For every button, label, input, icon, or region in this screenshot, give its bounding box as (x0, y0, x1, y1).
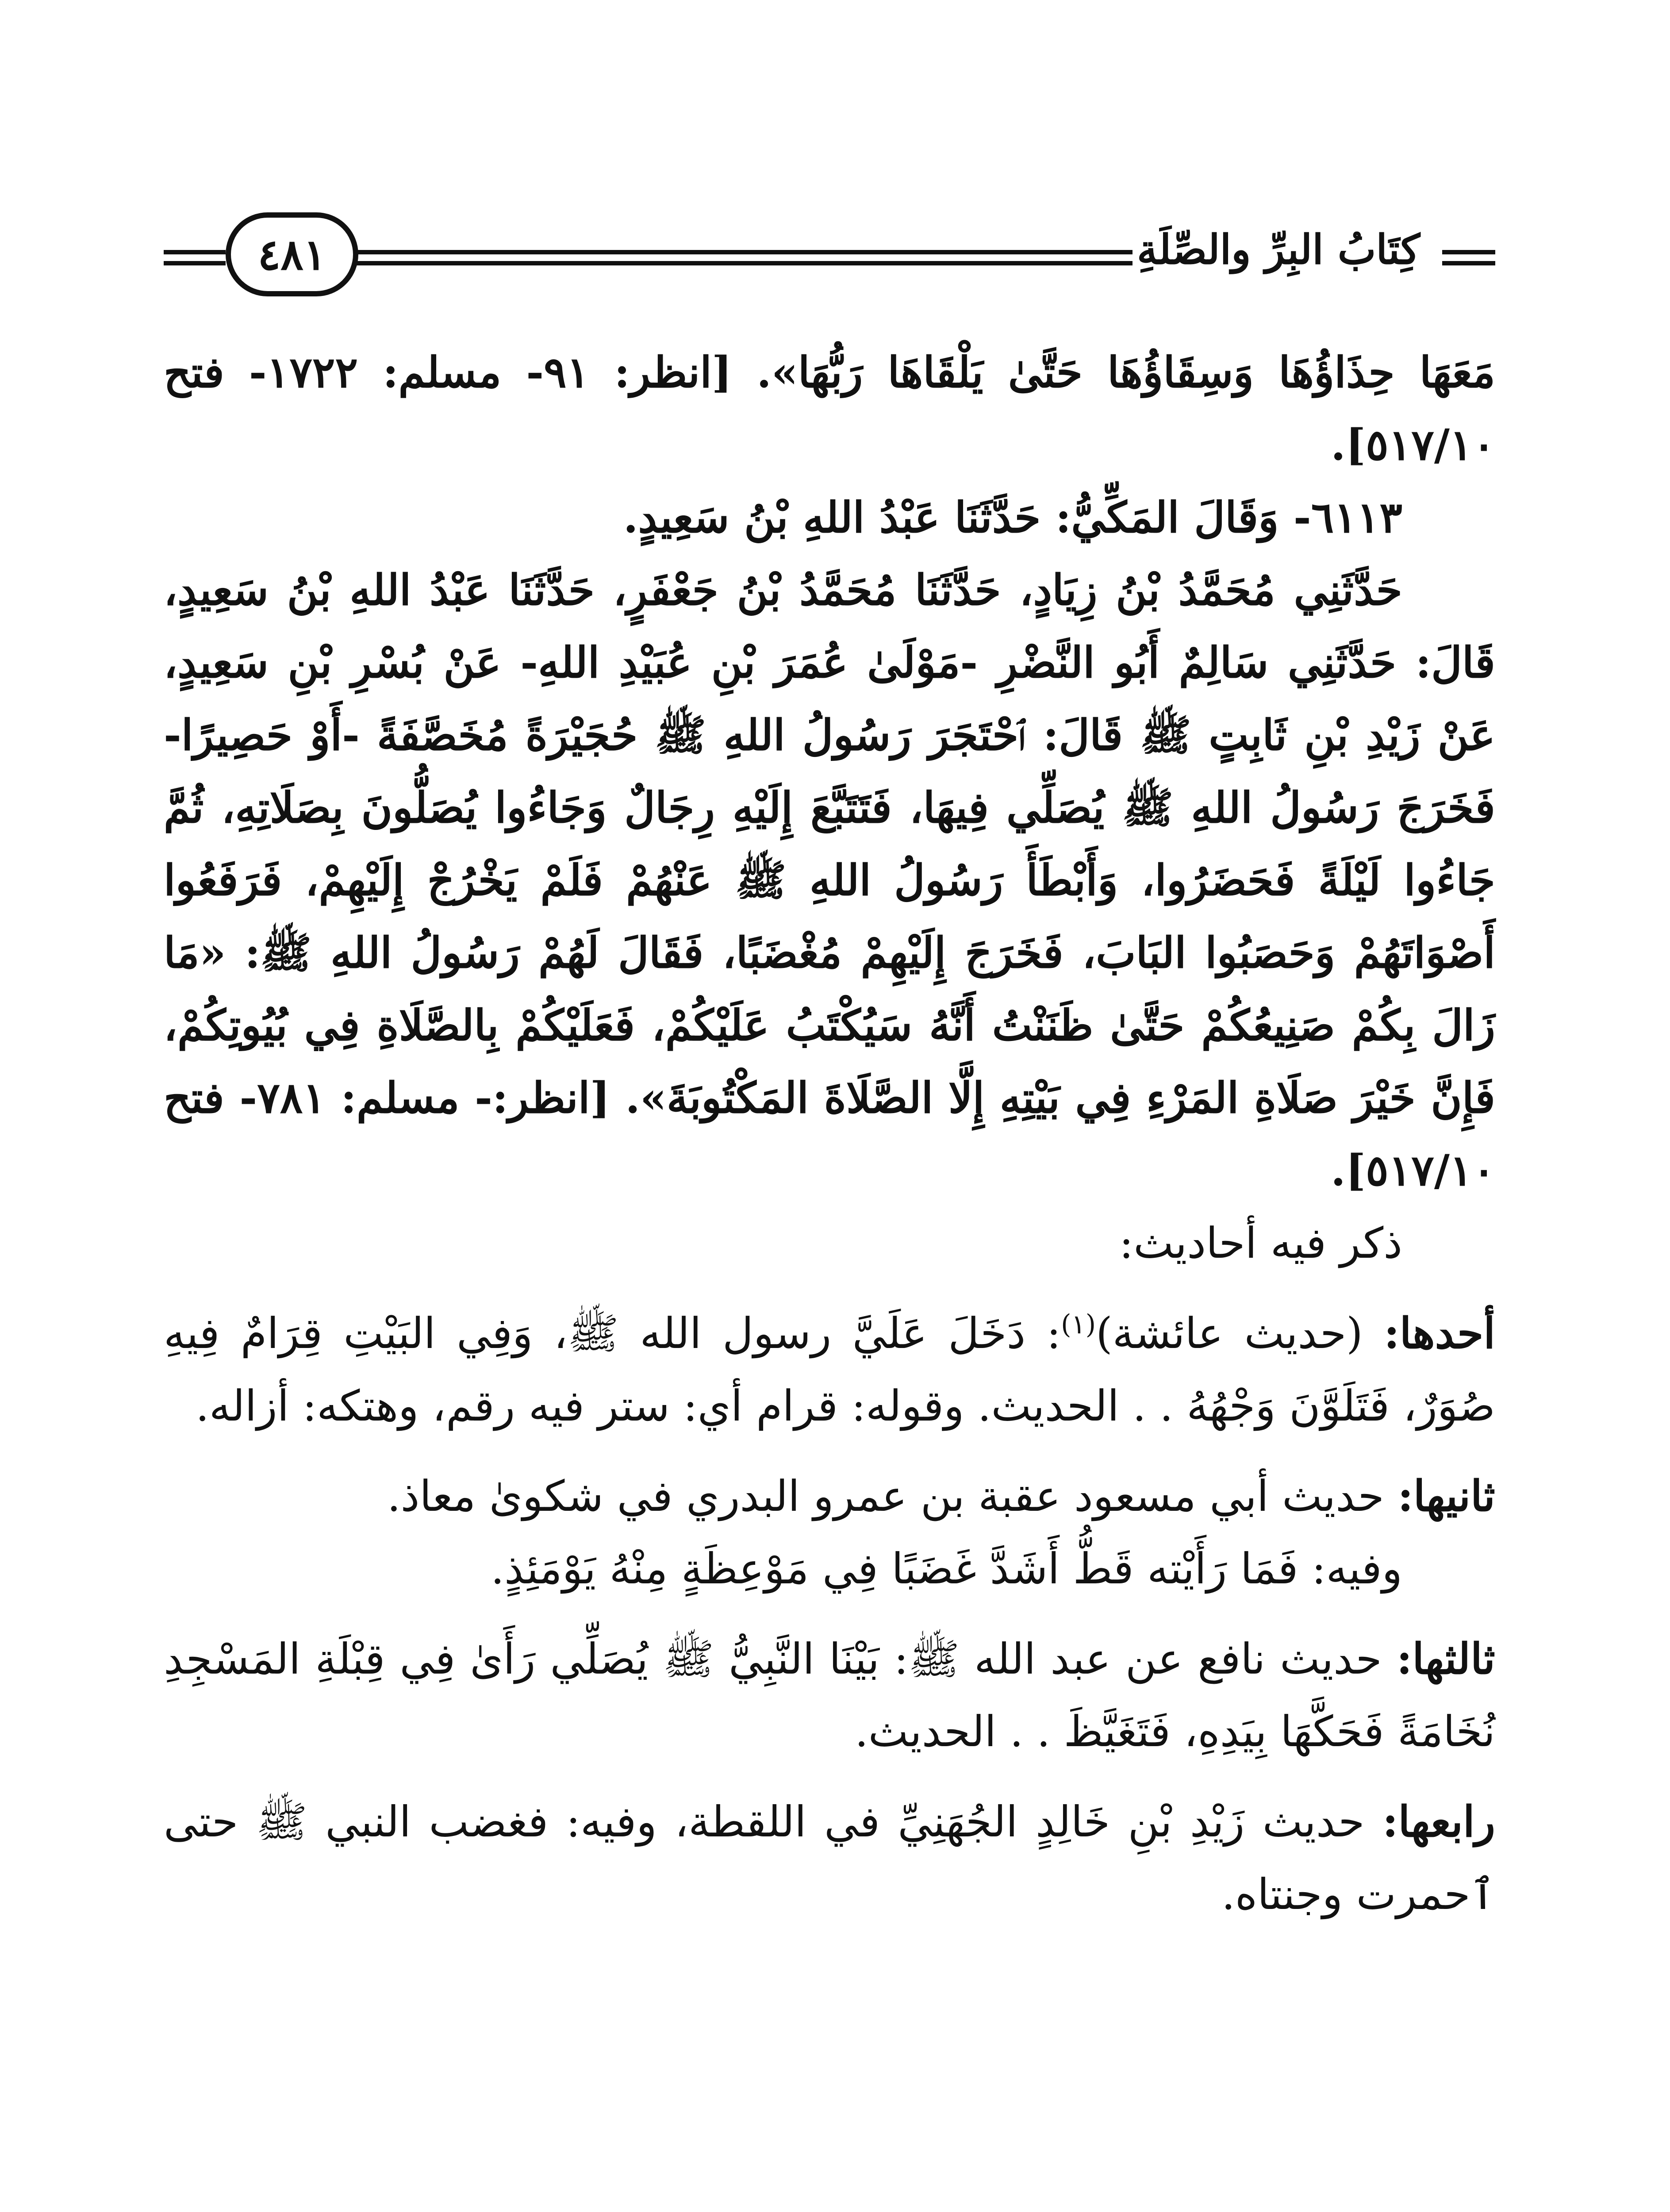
paragraph-first-hadith (164, 1297, 1495, 1442)
label-fourth: رابعها: (1382, 1797, 1495, 1847)
header-rule-main-top (349, 250, 1133, 254)
second-hadith-text: حديث أبي مسعود عقبة بن عمرو البدري في شكوىٰ معاذ. (387, 1471, 1398, 1521)
first-hadith-title: (حديث عائشة) (1096, 1309, 1384, 1358)
first-hadith-text: : دَخَلَ عَلَيَّ رسول الله ﷺ، وَفِي البَيْتِ قِرَامٌ فِيهِ صُوَرٌ، فَتَلَوَّنَ وَجْهُهُ . . الحديث. وقوله: قرام أي: ستر فيه رقم، وهتكه: أزاله. (164, 1309, 1495, 1431)
label-first: أحدها: (1384, 1308, 1496, 1358)
header-rule-right-top (1442, 250, 1495, 254)
fourth-hadith-text: حديث زَيْدِ بْنِ خَالِدٍ الجُهَنِيِّ في اللقطة، وفيه: فغضب النبي ﷺ حتى ٱحمرت وجنتاه. (164, 1797, 1495, 1919)
header-rule-left-top (164, 250, 226, 254)
body-text (164, 336, 1495, 1931)
third-hadith-text: حديث نافع عن عبد الله ﷺ: بَيْنَا النَّبِيُّ ﷺ يُصَلِّي رَأَىٰ فِي قِبْلَةِ المَسْجِدِ نُخَامَةً فَحَكَّهَا بِيَدِهِ، فَتَغَيَّظَ . . الحديث. (164, 1634, 1495, 1756)
paragraph-third-hadith (164, 1623, 1495, 1768)
paragraph-hadith-6113-text: حَدَّثَنِي مُحَمَّدُ بْنُ زِيَادٍ، حَدَّثَنَا مُحَمَّدُ بْنُ جَعْفَرٍ، حَدَّثَنَا عَبْدُ اللهِ بْنُ سَعِيدٍ، قَالَ: حَدَّثَنِي سَالِمٌ أَبُو النَّضْرِ -مَوْلَىٰ عُمَرَ بْنِ عُبَيْدِ اللهِ- عَنْ بُسْرِ بْنِ سَعِيدٍ، عَنْ زَيْدِ بْنِ ثَابِتٍ ﷺ قَالَ: ٱحْتَجَرَ رَسُولُ اللهِ ﷺ حُجَيْرَةً مُخَصَّفَةً -أَوْ حَصِيرًا- فَخَرَجَ رَسُولُ اللهِ ﷺ يُصَلِّي فِيهَا، فَتَتَبَّعَ إِلَيْهِ رِجَالٌ وَجَاءُوا يُصَلُّونَ بِصَلَاتِهِ، ثُمَّ جَاءُوا لَيْلَةً فَحَضَرُوا، وَأَبْطَأَ رَسُولُ اللهِ ﷺ عَنْهُمْ فَلَمْ يَخْرُجْ إِلَيْهِمْ، فَرَفَعُوا أَصْوَاتَهُمْ وَحَصَبُوا البَابَ، فَخَرَجَ إِلَيْهِمْ مُغْضَبًا، فَقَالَ لَهُمْ رَسُولُ اللهِ ﷺ: «مَا زَالَ بِكُمْ صَنِيعُكُمْ حَتَّىٰ ظَنَنْتُ أَنَّهُ سَيُكْتَبُ عَلَيْكُمْ، فَعَلَيْكُمْ بِالصَّلَاةِ فِي بُيُوتِكُمْ، فَإِنَّ خَيْرَ صَلَاةِ المَرْءِ فِي بَيْتِهِ إِلَّا الصَّلَاةَ المَكْتُوبَةَ». [انظر:- مسلم: ٧٨١- فتح ٥١٧/١٠]. (164, 565, 1496, 1195)
page-header (164, 208, 1495, 305)
label-second: ثانيها: (1397, 1471, 1495, 1521)
footnote-ref-1: (١) (1061, 1309, 1096, 1340)
running-title: كِتَابُ البِرِّ والصِّلَةِ (1137, 226, 1420, 273)
paragraph-second-hadith (164, 1460, 1495, 1532)
paragraph-fourth-hadith (164, 1786, 1495, 1931)
page-number: ٤٨١ (226, 212, 358, 296)
header-rule-main-bottom (349, 261, 1133, 265)
paragraph-commentary-intro: ذكر فيه أحاديث: (1119, 1218, 1402, 1268)
header-rule-right-bottom (1442, 261, 1495, 265)
paragraph-hadith-6113-heading: ٦١١٣- وَقَالَ المَكِّيُّ: حَدَّثَنَا عَبْدُ اللهِ بْنُ سَعِيدٍ. (623, 492, 1402, 542)
header-rule-left-bottom (164, 261, 226, 265)
paragraph-second-hadith-detail: وفيه: فَمَا رَأَيْته قَطُّ أَشَدَّ غَضَبًا فِي مَوْعِظَةٍ مِنْهُ يَوْمَئِذٍ. (491, 1544, 1402, 1594)
paragraph-hadith-end: مَعَهَا حِذَاؤُهَا وَسِقَاؤُهَا حَتَّىٰ يَلْقَاهَا رَبُّهَا». [انظر: ٩١- مسلم: ١٧٢٢- فتح ٥١٧/١٠]. (164, 347, 1496, 470)
label-third: ثالثها: (1396, 1634, 1495, 1684)
